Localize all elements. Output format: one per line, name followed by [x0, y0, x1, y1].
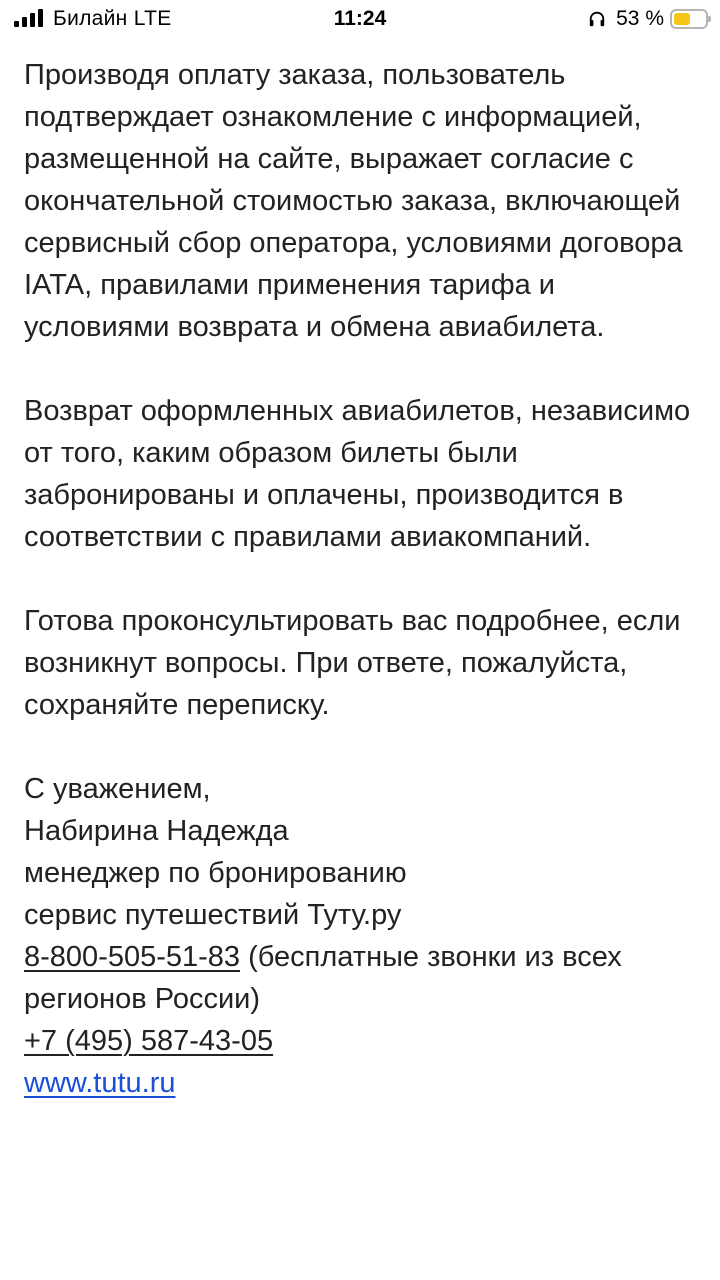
signature-company: сервис путешествий Туту.ру [24, 899, 402, 931]
message-paragraph-3: Готова проконсультировать вас подробнее, если возникнут вопросы. При ответе, пожалуйста, сохраняйте переписку. [24, 605, 681, 721]
signature-phone-line [24, 936, 696, 1020]
signature-phone-moscow-line [24, 1020, 696, 1062]
signature [24, 768, 696, 1104]
battery-icon [670, 9, 708, 29]
signature-position: менеджер по бронированию [24, 857, 407, 889]
phone-moscow-link[interactable]: +7 (495) 587-43-05 [24, 1025, 274, 1057]
battery-fill [674, 13, 690, 25]
message-body [24, 54, 696, 1104]
website-link[interactable]: www.tutu.ru [24, 1067, 176, 1099]
status-bar-right [588, 7, 708, 31]
signature-website-line [24, 1062, 696, 1104]
status-bar [0, 0, 720, 38]
signature-name: Набирина Надежда [24, 815, 289, 847]
signature-greeting: С уважением, [24, 773, 211, 805]
carrier-label: Билайн LTE [53, 7, 172, 30]
status-time: 11:24 [333, 7, 387, 30]
message-paragraph-2: Возврат оформленных авиабилетов, независимо от того, каким образом билеты были забронированы и оплачены, производится в соответствии с правилами авиакомпаний. [24, 395, 691, 553]
battery-percent: 53 % [616, 7, 664, 30]
phone-free-link[interactable]: 8-800-505-51-83 [24, 941, 241, 973]
message-paragraph-1: Производя оплату заказа, пользователь подтверждает ознакомление с информацией, размещенной на сайте, выражает согласие с окончательной стоимостью заказа, включающей сервисный сбор оператора, условиями договора IATA, правилами применения тарифа и условиями возврата и обмена авиабилета. [24, 59, 683, 343]
headphones-icon [588, 10, 606, 28]
phone-free-note: (бесплатные звонки из всех регионов России) [24, 941, 622, 1015]
